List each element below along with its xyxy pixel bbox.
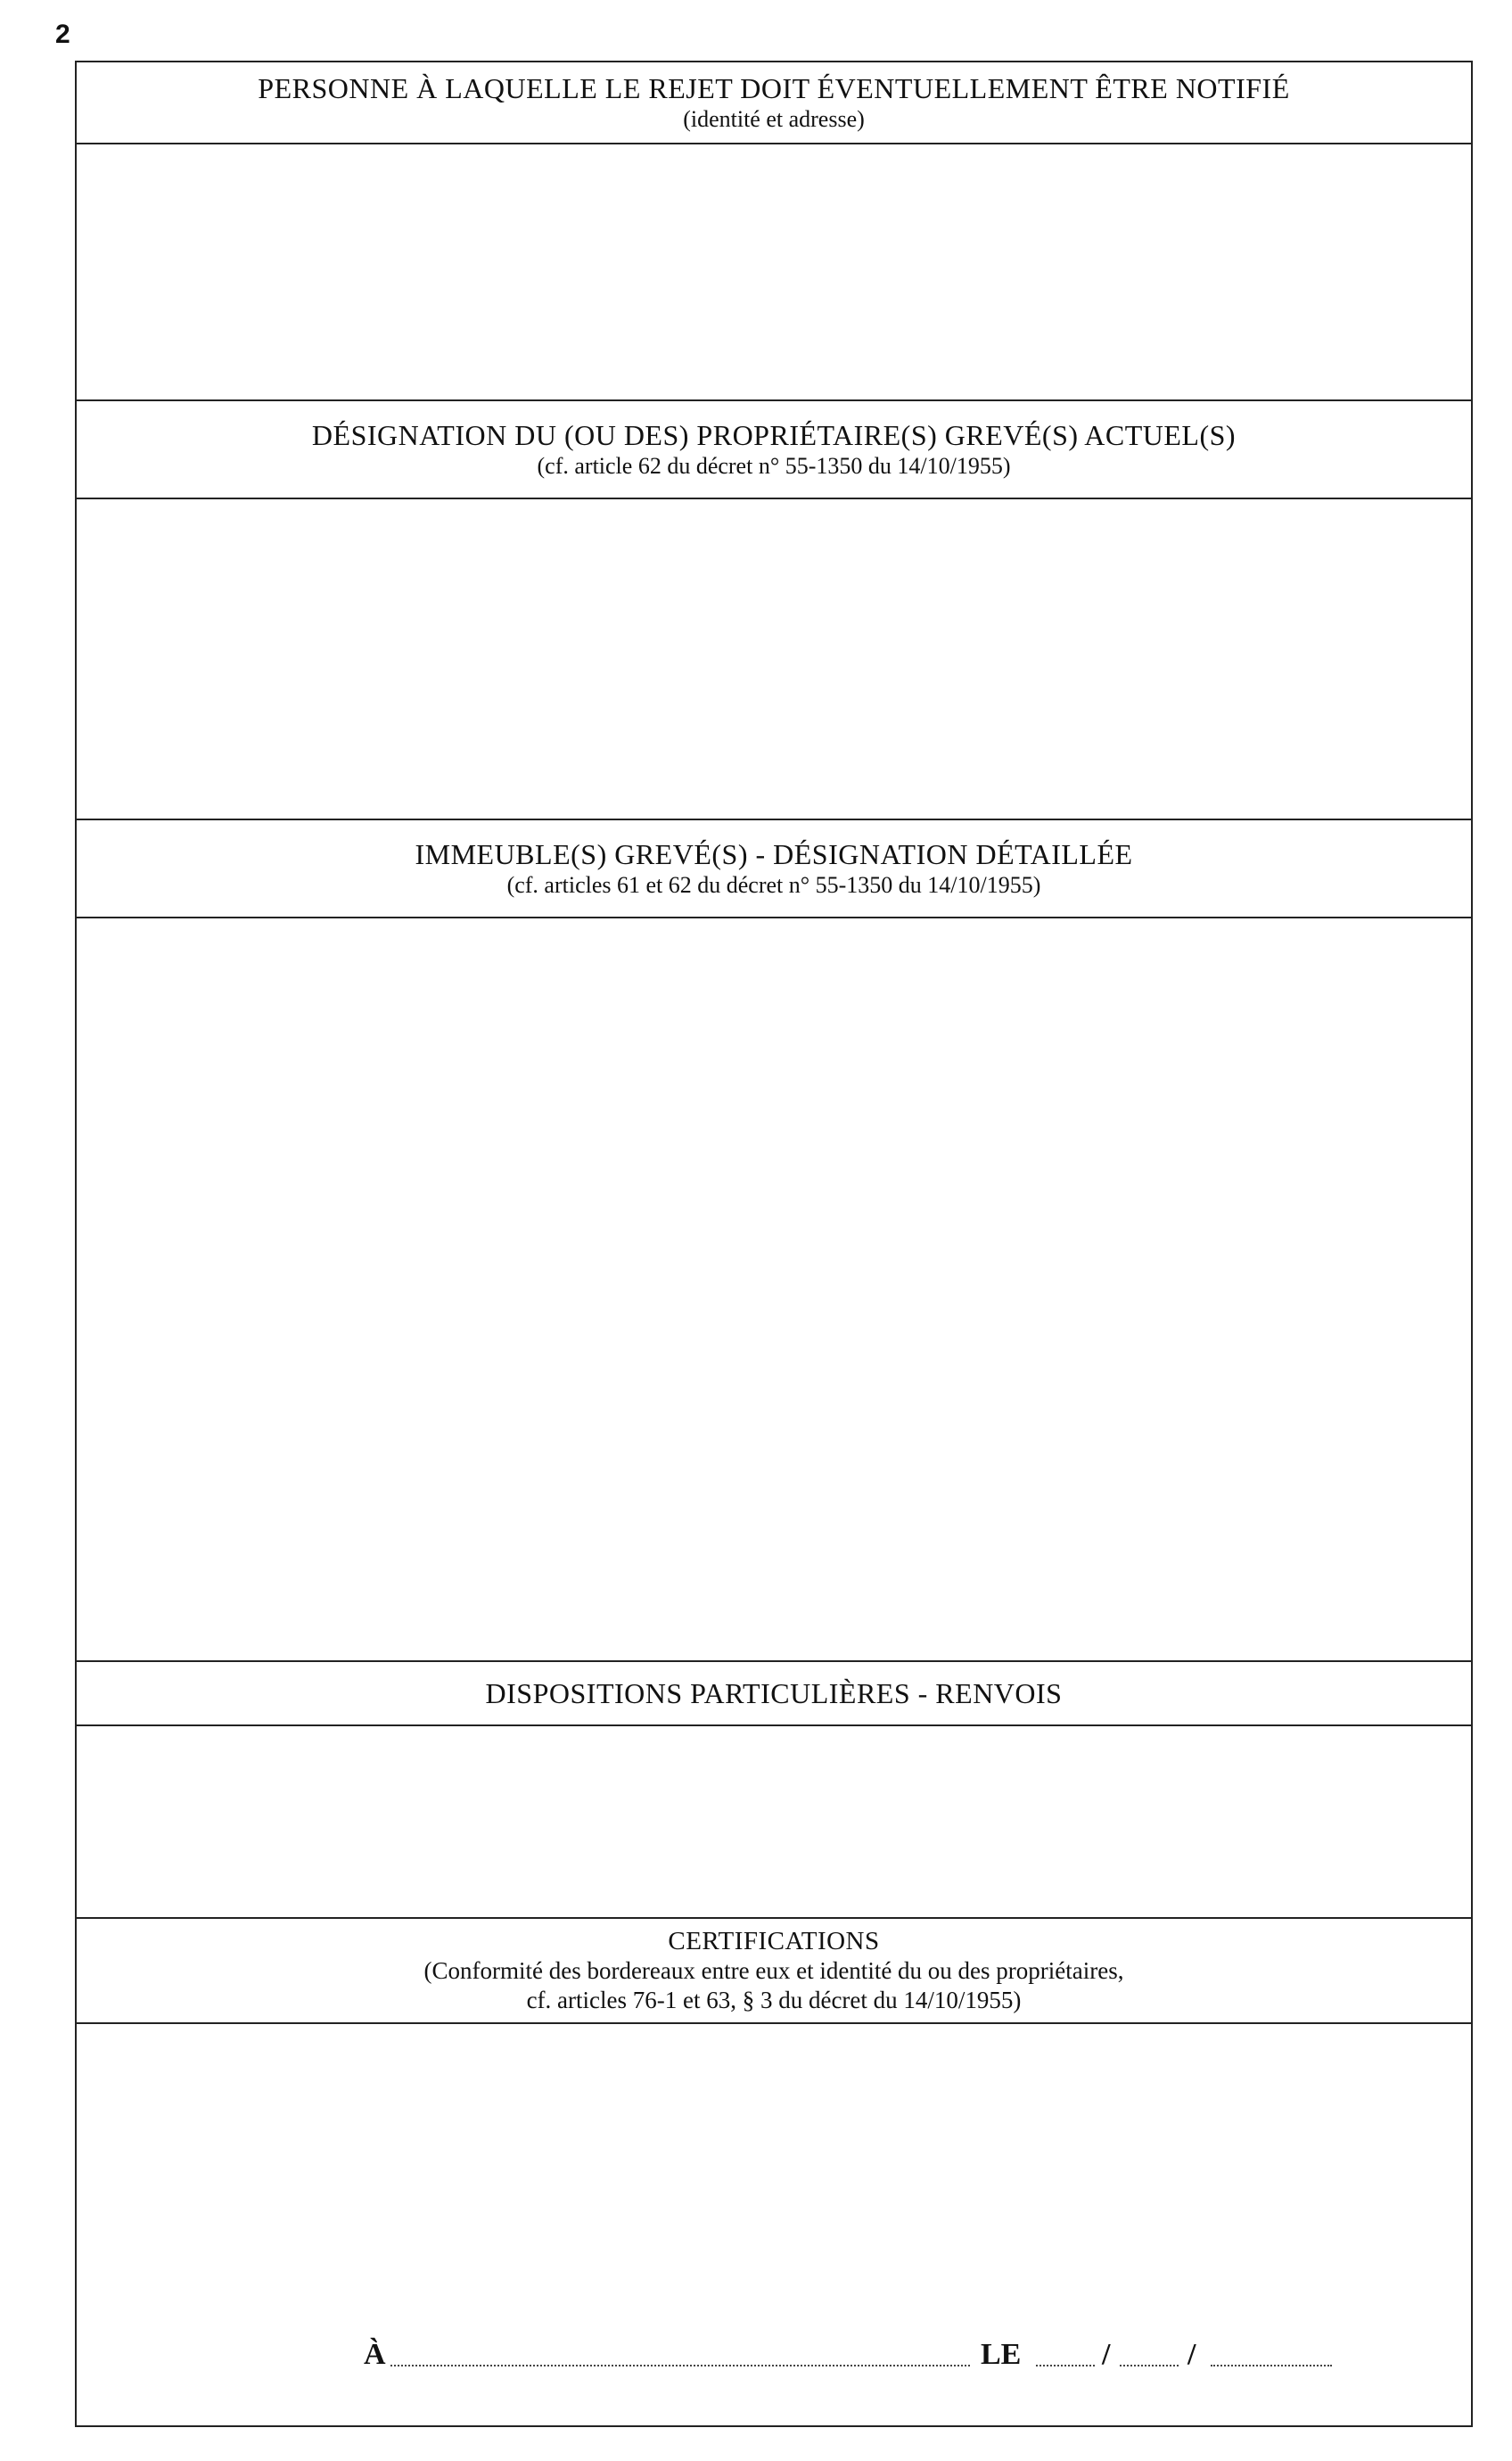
form-container <box>75 61 1473 2427</box>
notification-recipient-field[interactable] <box>77 144 1471 399</box>
place-label: À <box>364 2338 386 2371</box>
place-field[interactable] <box>390 2365 970 2366</box>
section-header-notification <box>77 62 1471 144</box>
section-subtitle: (cf. article 62 du décret n° 55-1350 du 14/10/1955) <box>537 452 1011 479</box>
section-title: CERTIFICATIONS <box>668 1926 880 1955</box>
section-header-owners <box>77 399 1471 499</box>
section-subtitle-line2: cf. articles 76-1 et 63, § 3 du décret du 14/10/1955) <box>526 1986 1022 2013</box>
date-separator: / <box>1102 2338 1111 2371</box>
section-header-provisions <box>77 1660 1471 1726</box>
section-title: DÉSIGNATION DU (OU DES) PROPRIÉTAIRE(S) GREVÉ(S) ACTUEL(S) <box>311 419 1237 451</box>
property-description-field[interactable] <box>77 918 1471 1660</box>
date-month-field[interactable] <box>1120 2365 1179 2366</box>
section-subtitle: (Conformité des bordereaux entre eux et identité du ou des propriétaires, <box>423 1957 1124 1985</box>
certifications-field[interactable] <box>77 2024 1471 2318</box>
section-subtitle: (cf. articles 61 et 62 du décret n° 55-1350 du 14/10/1955) <box>506 871 1041 898</box>
provisions-field[interactable] <box>77 1726 1471 1917</box>
owners-field[interactable] <box>77 499 1471 819</box>
section-header-certifications <box>77 1917 1471 2024</box>
date-label: LE <box>981 2338 1022 2371</box>
section-title: PERSONNE À LAQUELLE LE REJET DOIT ÉVENTUELLEMENT ÊTRE NOTIFIÉ <box>258 72 1290 104</box>
section-subtitle: (identité et adresse) <box>683 105 865 132</box>
signature-line <box>77 2338 1471 2383</box>
date-year-field[interactable] <box>1211 2365 1332 2366</box>
date-day-field[interactable] <box>1036 2365 1095 2366</box>
date-separator: / <box>1187 2338 1196 2371</box>
page-number: 2 <box>55 20 70 49</box>
section-title: IMMEUBLE(S) GREVÉ(S) - DÉSIGNATION DÉTAILLÉE <box>415 838 1133 870</box>
section-title: DISPOSITIONS PARTICULIÈRES - RENVOIS <box>485 1676 1063 1709</box>
section-header-property <box>77 819 1471 918</box>
